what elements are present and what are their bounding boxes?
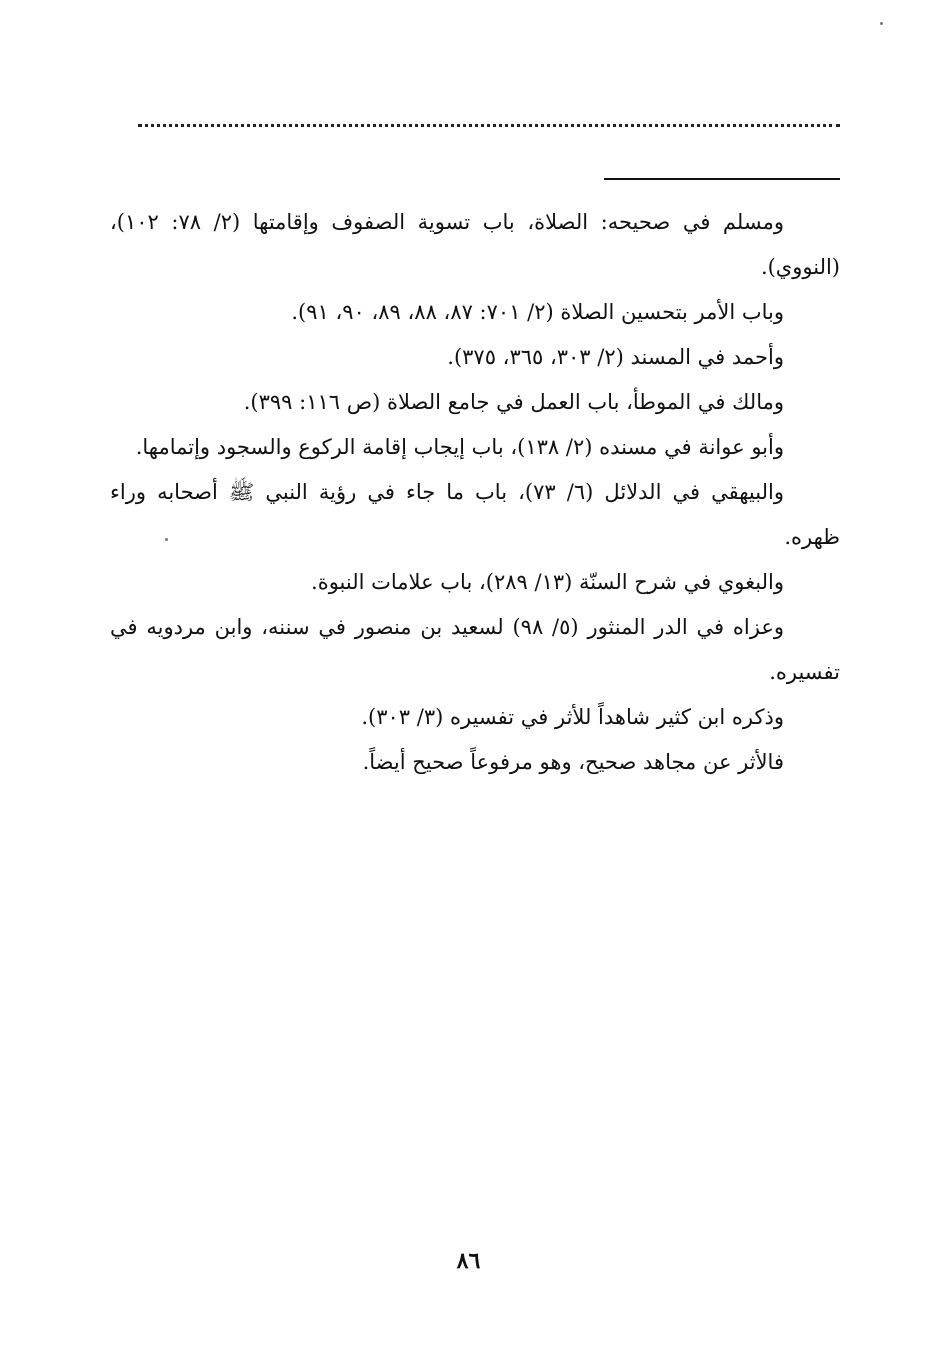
footnote-paragraph: والبغوي في شرح السنّة (١٣/ ٢٨٩)، باب علامات النبوة. (311, 570, 784, 594)
footnote-separator-line (604, 178, 840, 180)
scan-speck (880, 22, 883, 25)
footnote-paragraph: وأحمد في المسند (٢/ ٣٠٣، ٣٦٥، ٣٧٥). (447, 345, 784, 369)
footnote-paragraph: ومالك في الموطأ، باب العمل في جامع الصلاة (ص ١١٦: ٣٩٩). (243, 390, 784, 414)
footnote-paragraph: وباب الأمر بتحسين الصلاة (٢/ ٧٠١: ٨٧، ٨٨، ٨٩، ٩٠، ٩١). (291, 300, 784, 324)
footnotes-block (110, 200, 840, 785)
footnote-paragraph: وعزاه في الدر المنثور (٥/ ٩٨) لسعيد بن منصور في سننه، وابن مردويه في تفسيره. (110, 615, 840, 684)
footnote-paragraph: فالأثر عن مجاهد صحيح، وهو مرفوعاً صحيح أيضاً. (362, 750, 784, 774)
footnote-paragraph: والبيهقي في الدلائل (٦/ ٧٣)، باب ما جاء في رؤية النبي ﷺ أصحابه وراء ظهره. (110, 480, 840, 549)
footnote-paragraph: وذكره ابن كثير شاهداً للأثر في تفسيره (٣/ ٣٠٣). (361, 705, 784, 729)
dotted-separator (138, 124, 840, 127)
footnote-paragraph: ومسلم في صحيحه: الصلاة، باب تسوية الصفوف وإقامتها (٢/ ٧٨: ١٠٢)، (النووي). (110, 210, 840, 279)
scan-speck (165, 538, 168, 541)
page-number: ٨٦ (456, 1248, 481, 1274)
footnote-paragraph: وأبو عوانة في مسنده (٢/ ١٣٨)، باب إيجاب إقامة الركوع والسجود وإتمامها. (135, 435, 784, 459)
